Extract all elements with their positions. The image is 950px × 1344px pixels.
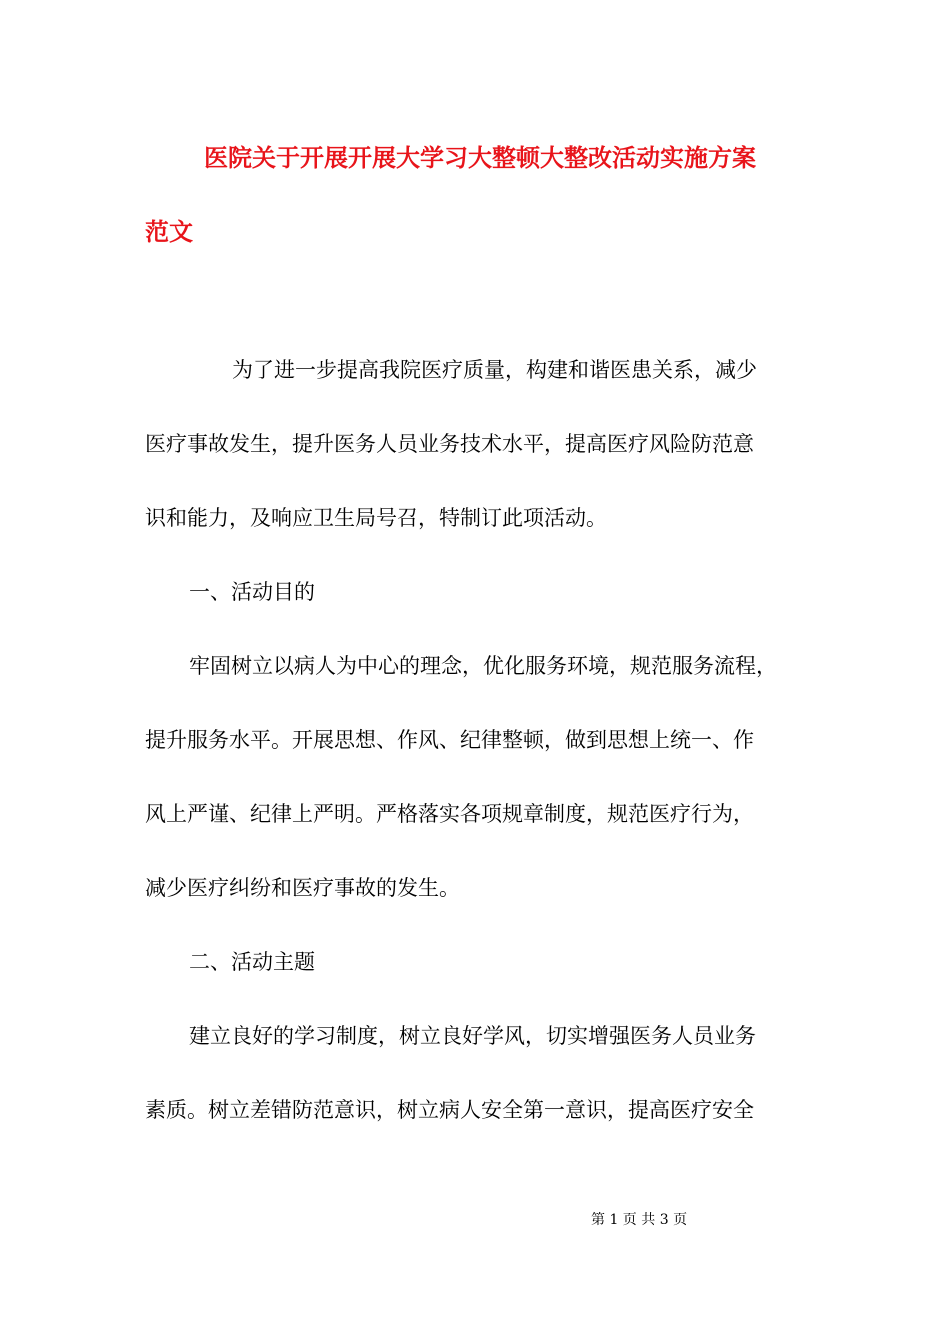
- paragraph-purpose-line-1: 牢固树立以病人为中心的理念，优化服务环境，规范服务流程，: [189, 654, 777, 678]
- paragraph-purpose-line-2: 提升服务水平。开展思想、作风、纪律整顿，做到思想上统一、作: [145, 728, 754, 752]
- paragraph-purpose-line-3: 风上严谨、纪律上严明。严格落实各项规章制度，规范医疗行为，: [145, 802, 754, 826]
- paragraph-purpose-line-4: 减少医疗纠纷和医疗事故的发生。: [145, 876, 460, 900]
- paragraph-intro-line-1: 为了进一步提高我院医疗质量，构建和谐医患关系，减少: [232, 358, 757, 382]
- paragraph-intro-line-3: 识和能力，及响应卫生局号召，特制订此项活动。: [145, 506, 607, 530]
- page-number-footer: 第 1 页 共 3 页: [591, 1212, 688, 1228]
- paragraph-intro-line-2: 医疗事故发生，提升医务人员业务技术水平，提高医疗风险防范意: [145, 432, 754, 456]
- section-heading-theme: 二、活动主题: [189, 950, 315, 974]
- section-heading-purpose: 一、活动目的: [189, 580, 315, 604]
- paragraph-theme-line-2: 素质。树立差错防范意识，树立病人安全第一意识，提高医疗安全: [145, 1098, 754, 1122]
- document-title-continued: 范文: [145, 217, 193, 246]
- paragraph-theme-line-1: 建立良好的学习制度，树立良好学风，切实增强医务人员业务: [189, 1024, 756, 1048]
- document-title: 医院关于开展开展大学习大整顿大整改活动实施方案: [204, 143, 756, 172]
